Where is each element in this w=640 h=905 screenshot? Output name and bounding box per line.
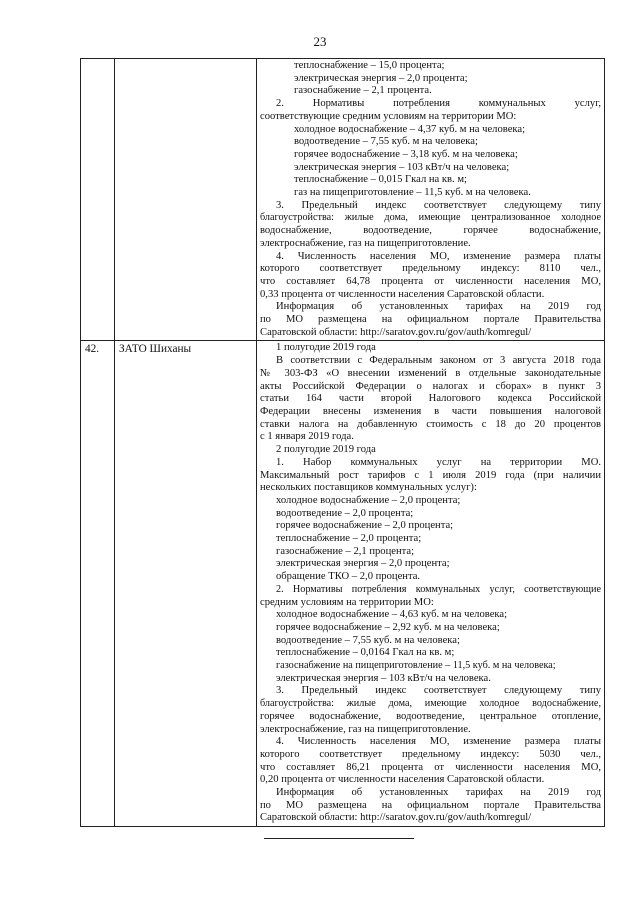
table-row [81,59,605,341]
text-line: средним условиям на территории МО: [260,596,434,608]
page-number: 23 [313,34,327,49]
text-line: Федерации внесены изменения в части повышения налоговой [260,405,601,417]
text-line: 1. Набор коммунальных услуг на территории МО. [276,456,601,468]
text-line: теплоснабжение – 15,0 процента; [294,60,445,71]
text-line: акты Российской Федерации о налогах и сборах» в пункт 3 [260,380,601,392]
text-line: горячее водоснабжение – 3,18 куб. м на человека; [294,148,518,160]
text-line: водоотведение – 7,55 куб. м на человека; [276,634,460,646]
row-content [257,59,605,341]
row-number [81,59,115,341]
text-line: газоснабжение – 2,1 процента. [294,85,432,97]
text-line: теплоснабжение – 0,0164 Гкал на кв. м; [276,647,455,659]
text-line: 4. Численность населения МО, изменение размера платы [276,250,601,262]
text-line: что составляет 86,21 процента от численности населения МО, [260,761,601,773]
text-line: 1 полугодие 2019 года [276,342,376,354]
municipality-name [115,59,257,341]
text-line: электрическая энергия – 103 кВт/ч на человека; [294,161,510,173]
text-line: электрическая энергия – 2,0 процента; [276,558,450,570]
row-number: 42. [81,341,115,827]
text-line: теплоснабжение – 2,0 процента; [276,533,422,545]
text-line: 2. Нормативы потребления коммунальных услуг, соответствующие [276,583,601,595]
text-line: газ на пищеприготовление – 11,5 куб. м на человека. [294,187,531,199]
text-line: электрическая энергия – 103 кВт/ч на человека. [276,672,491,684]
text-line: водоснабжение, водоотведение, горячее водоснабжение, [260,225,601,237]
text-line: теплоснабжение – 0,015 Гкал на кв. м; [294,174,468,186]
text-line: 2. Нормативы потребления коммунальных услуг, [276,98,601,110]
text-line: с 1 января 2019 года. [260,431,354,443]
text-line: благоустройства: жилые дома, имеющие холодное водоснабжение, [260,698,601,710]
text-line: Саратовской области: http://saratov.gov.ru/gov/auth/komregul/ [260,326,532,338]
text-line: электроснабжение, газ на пищеприготовление. [260,237,471,249]
text-line: 3. Предельный индекс соответствует следующему типу [276,199,601,211]
text-line: холодное водоснабжение – 4,37 куб. м на человека; [294,123,526,135]
text-line: горячее водоснабжение, водоотведение, центральное отопление, [260,710,601,722]
text-line: № 303-ФЗ «О внесении изменений в отдельные законодательные [260,367,601,379]
text-line: газоснабжение – 2,1 процента; [276,545,415,557]
text-line: Информация об установленных тарифах на 2019 год [276,301,601,313]
text-line: холодное водоснабжение – 4,63 куб. м на человека; [276,609,508,621]
text-line: газоснабжение на пищеприготовление – 11,5 куб. м на человека; [276,660,556,672]
text-line: Максимальный рост тарифов с 1 июля 2019 года (при наличии [260,469,601,481]
text-line: обращение ТКО – 2,0 процента. [276,571,421,583]
text-line: по МО размещена на официальном портале Правительства [260,799,601,811]
text-line: водоотведение – 2,0 процента; [276,507,414,519]
text-line: соответствующие средним условиям на территории МО: [260,110,517,122]
text-line: горячее водоснабжение – 2,92 куб. м на человека; [276,621,500,633]
municipality-name: ЗАТО Шиханы [115,341,257,827]
table-row [81,341,605,827]
text-line: 2 полугодие 2019 года [276,444,376,456]
text-line: 3. Предельный индекс соответствует следующему типу [276,685,601,697]
text-line: холодное водоснабжение – 2,0 процента; [276,494,461,506]
text-line: водоотведение – 7,55 куб. м на человека; [294,136,478,148]
text-line: Саратовской области: http://saratov.gov.ru/gov/auth/komregul/ [260,812,532,824]
text-line: электрическая энергия – 2,0 процента; [294,72,468,84]
tariff-table [80,58,605,827]
text-line: 0,20 процента от численности населения Саратовской области. [260,774,545,786]
text-line: статьи 164 части второй Налогового кодекса Российской [260,393,601,405]
text-line: электроснабжение, газ на пищеприготовление. [260,723,471,735]
text-line: Информация об установленных тарифах на 2019 год [276,787,601,799]
text-line: нескольких поставщиков коммунальных услуг): [260,482,477,494]
text-line: что составляет 64,78 процента от численности населения МО, [260,275,601,287]
text-line: В соответствии с Федеральным законом от 3 августа 2018 года [276,355,601,367]
footnote-divider [264,838,414,839]
text-line: которого соответствует предельному индексу: 8110 чел., [260,263,601,275]
text-line: 4. Численность населения МО, изменение размера платы [276,736,601,748]
text-line: горячее водоснабжение – 2,0 процента; [276,520,454,532]
text-line: 0,33 процента от численности населения Саратовской области. [260,288,545,300]
text-line: по МО размещена на официальном портале Правительства [260,314,601,326]
row-content [257,341,605,827]
text-line: благоустройства: жилые дома, имеющие централизованное холодное [260,212,601,224]
text-line: которого соответствует предельному индексу: 5030 чел., [260,748,601,760]
text-line: ставки налога на добавленную стоимость с 18 до 20 процентов [260,418,601,430]
